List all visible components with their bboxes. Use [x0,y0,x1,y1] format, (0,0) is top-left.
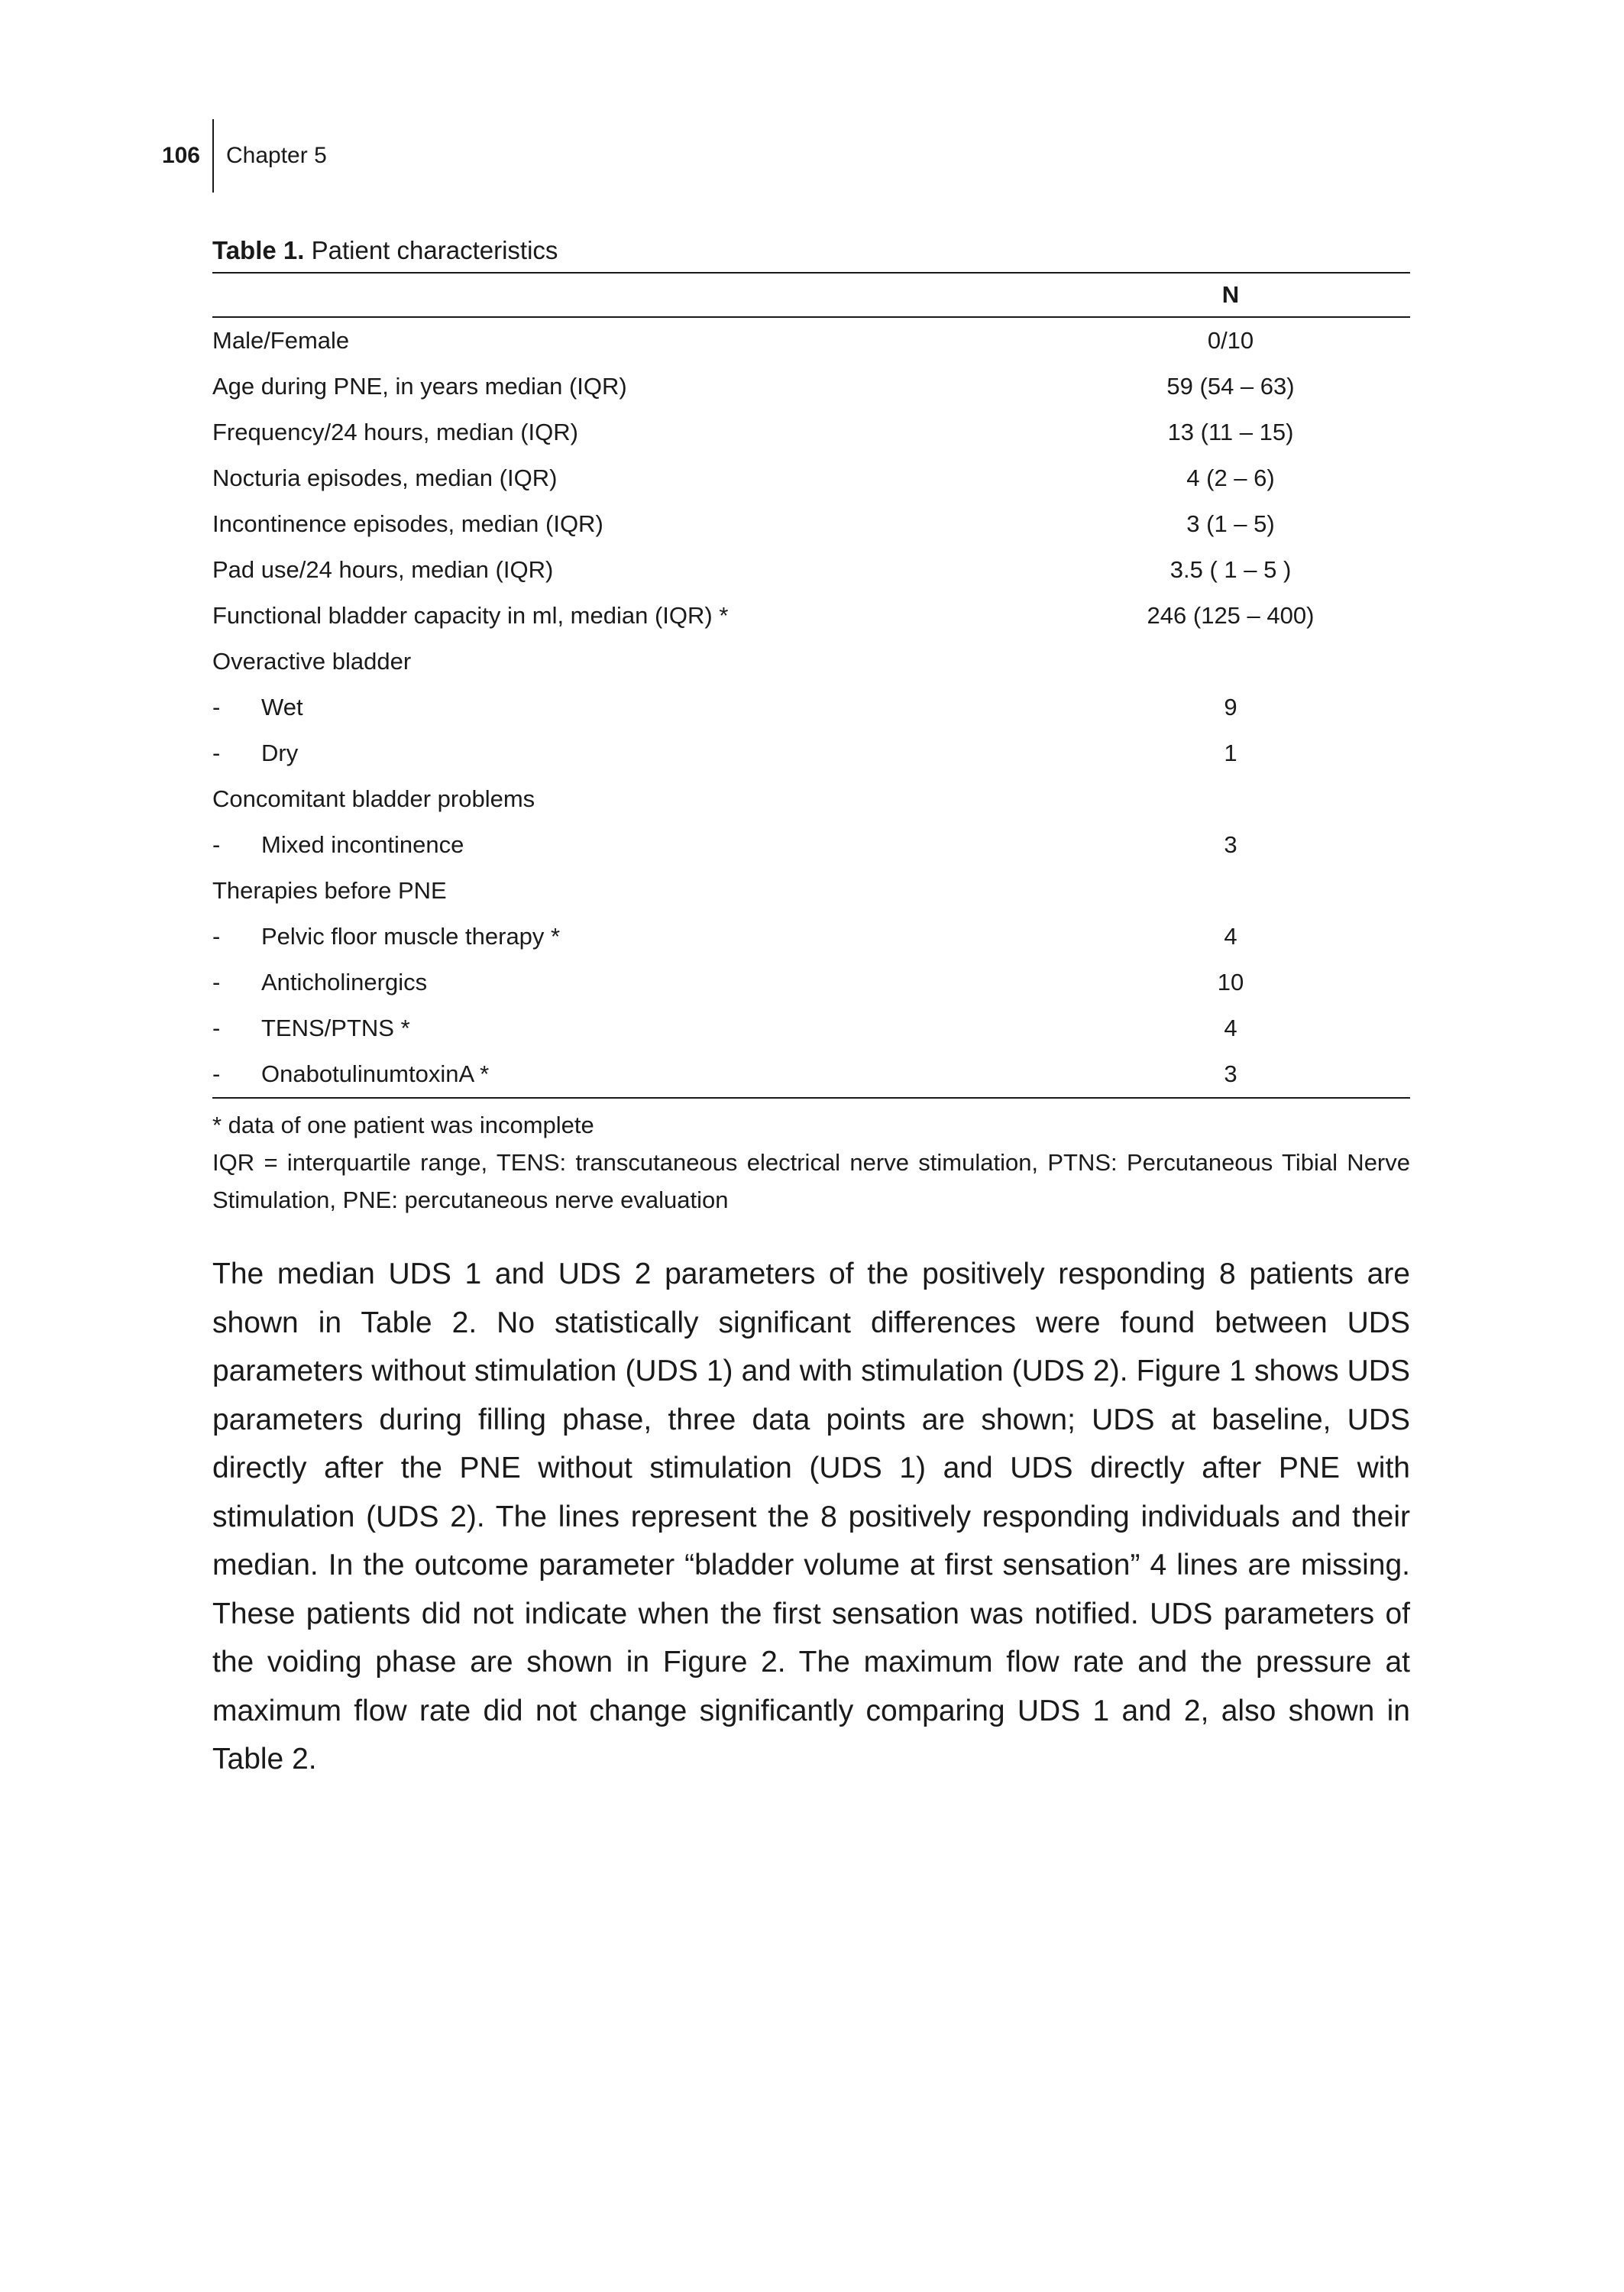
row-value: 0/10 [1207,327,1254,354]
patient-characteristics-table [212,229,1410,1099]
row-label: Concomitant bladder problems [212,785,535,812]
row-value: 4 [1224,1015,1237,1041]
table-caption-label: Table 1. [212,236,305,264]
row-dash: - [212,1060,221,1087]
body-text [212,1250,1410,1784]
table-row [212,960,1410,1005]
row-label: Functional bladder capacity in ml, median (IQR) * [212,602,729,629]
page-number: 106 [161,143,200,168]
row-value: 1 [1224,740,1237,766]
table-row [212,1005,1410,1051]
row-value: 10 [1217,969,1244,995]
row-label: Frequency/24 hours, median (IQR) [212,419,578,445]
body-paragraph: The median UDS 1 and UDS 2 parameters of the positively responding 8 patients are shown in Table 2. No statistically significant differences were found between UDS parameters without stimulation (UDS 1) and with stimulation (UDS 2). Figure 1 shows UDS parameters during filling phase, three data points are shown; UDS at baseline, UDS directly after the PNE without stimulation (UDS 1) and UDS directly after PNE with stimulation (UDS 2). The lines represent the 8 positively responding individuals and their median. In the outcome parameter “bladder volume at first sensation” 4 lines are missing. These patients did not indicate when the first sensation was notified. UDS parameters of the voiding phase are shown in Figure 2. The maximum flow rate and the pressure at maximum flow rate did not change significantly comparing UDS 1 and 2, also shown in Table 2. [212,1258,1410,1776]
row-dash: - [212,923,221,950]
table-column-header [212,274,1410,316]
row-label: Age during PNE, in years median (IQR) [212,373,627,400]
row-value: 4 (2 – 6) [1186,465,1275,491]
row-value: 59 (54 – 63) [1166,373,1295,400]
table-row [212,685,1410,730]
row-dash: - [212,969,221,995]
footnote-abbreviations: IQR = interquartile range, TENS: transcutaneous electrical nerve stimulation, PTNS: Percutaneous Tibial Nerve Stimulation, PNE: percutaneous nerve evaluation [212,1149,1410,1213]
row-value: 3 [1224,1060,1237,1087]
table-row [212,639,1410,685]
row-label: Male/Female [212,327,350,354]
row-label: Mixed incontinence [261,831,464,858]
chapter-label: Chapter 5 [226,143,327,168]
row-dash: - [212,694,221,720]
row-label: Therapies before PNE [212,877,447,904]
row-label: Pelvic floor muscle therapy * [261,923,561,950]
page-header [0,0,1624,199]
table-caption-text: Patient characteristics [311,236,558,264]
header-divider [212,119,214,193]
row-label: Nocturia episodes, median (IQR) [212,465,558,491]
row-value: 3 [1224,831,1237,858]
row-value: 9 [1224,694,1237,720]
row-dash: - [212,740,221,766]
table-footnotes [212,1106,1410,1219]
table-row [212,1051,1410,1097]
column-header-n: N [1221,281,1240,308]
row-dash: - [212,1015,221,1041]
row-label: Wet [261,694,303,720]
row-label: Anticholinergics [261,969,428,995]
table-bottom-rule [212,1097,1410,1099]
table-row [212,593,1410,639]
row-dash: - [212,831,221,858]
row-label: Pad use/24 hours, median (IQR) [212,556,554,583]
table-row [212,318,1410,364]
table-row [212,410,1410,455]
row-label: OnabotulinumtoxinA * [261,1060,490,1087]
table-row [212,914,1410,960]
row-value: 3 (1 – 5) [1186,510,1275,537]
table-row [212,868,1410,914]
row-label: Incontinence episodes, median (IQR) [212,510,603,537]
footnote-incomplete: * data of one patient was incomplete [212,1112,594,1138]
table-caption [212,229,1410,272]
table-row [212,730,1410,776]
table-row [212,822,1410,868]
row-label: Dry [261,740,299,766]
row-value: 13 (11 – 15) [1167,419,1294,445]
table-row [212,364,1410,410]
table-row [212,547,1410,593]
table-row [212,455,1410,501]
table-row [212,776,1410,822]
table-row [212,501,1410,547]
row-value: 4 [1224,923,1237,950]
row-value: 3.5 ( 1 – 5 ) [1169,556,1292,583]
row-label: TENS/PTNS * [261,1015,410,1041]
row-value: 246 (125 – 400) [1147,602,1315,629]
row-label: Overactive bladder [212,648,412,675]
